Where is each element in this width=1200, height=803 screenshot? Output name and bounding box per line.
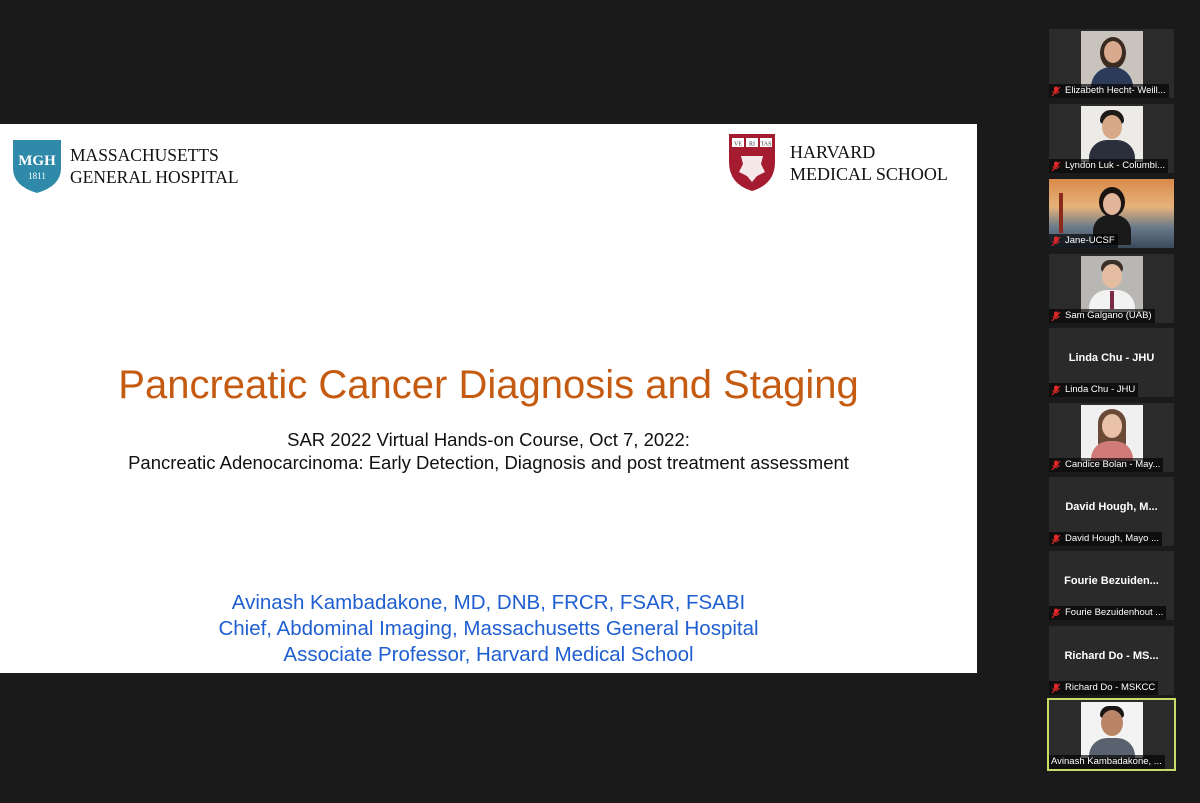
shield-text-1: VE [734,141,742,148]
participant-name-label: Jane-UCSF [1065,235,1115,246]
slide-author [0,590,977,668]
participant-name-label: Lyndon Luk - Columbi... [1065,160,1165,171]
participant-display-name: Linda Chu - JHU [1068,352,1155,364]
shield-text-3: TAS [760,141,772,148]
mic-muted-icon [1051,683,1061,694]
slide-title: Pancreatic Cancer Diagnosis and Staging [118,363,859,407]
participant-tile[interactable] [1049,179,1174,248]
mic-muted-icon [1051,236,1061,247]
participant-video [1081,31,1143,87]
mic-muted-icon [1051,311,1061,322]
participant-tile[interactable] [1049,477,1174,546]
hms-name-line-2: MEDICAL SCHOOL [790,164,948,184]
subtitle-line-2: Pancreatic Adenocarcinoma: Early Detection, Diagnosis and post treatment assessment [128,452,849,473]
participant-tile[interactable] [1049,551,1174,620]
mgh-name-line-1: MASSACHUSETTS [70,145,219,165]
participant-tile[interactable] [1049,254,1174,323]
author-line-2: Chief, Abdominal Imaging, Massachusetts General Hospital [218,617,759,640]
mgh-name-line-2: GENERAL HOSPITAL [70,167,239,187]
mgh-shield-icon [11,138,63,194]
hms-name [790,141,948,185]
participant-name-label: Richard Do - MSKCC [1065,682,1156,693]
participant-tile[interactable] [1049,104,1174,173]
shared-screen-slide [0,124,977,673]
mgh-logo-abbr: MGH [18,153,56,169]
mic-muted-icon [1051,534,1061,545]
author-line-3: Associate Professor, Harvard Medical School [283,643,694,666]
participant-video [1081,256,1143,312]
participant-tile-active-speaker[interactable] [1047,698,1176,771]
participant-name-label: Sam Galgano (UAB) [1065,310,1152,321]
participant-name-label: Fourie Bezuidenhout ... [1065,607,1164,618]
mgh-logo-year: 1811 [28,171,46,181]
participant-name-label: Candice Bolan - May... [1065,459,1161,470]
participant-video [1081,405,1143,461]
participant-display-name: Fourie Bezuiden... [1064,575,1159,587]
slide-subtitle [0,428,977,474]
shield-text-2: RI [749,141,755,148]
participant-name-label: David Hough, Mayo ... [1065,533,1159,544]
participant-video [1081,702,1143,758]
participant-tile[interactable] [1049,403,1174,472]
participant-display-name: David Hough, M... [1065,501,1158,513]
mgh-name [70,144,239,188]
mic-muted-icon [1051,460,1061,471]
participant-name-label: Avinash Kambadakone, ... [1051,756,1162,767]
mic-muted-icon [1051,161,1061,172]
participant-video [1081,106,1143,162]
participant-name-label: Elizabeth Hecht- Weill... [1065,85,1166,96]
participant-tile[interactable] [1049,29,1174,98]
harvard-shield-icon [727,132,777,192]
hms-name-line-1: HARVARD [790,142,876,162]
author-line-1: Avinash Kambadakone, MD, DNB, FRCR, FSAR, FSABI [231,591,746,614]
participant-tile[interactable] [1049,328,1174,397]
participant-tile[interactable] [1049,626,1174,695]
participant-display-name: Richard Do - MS... [1064,650,1159,662]
participant-name-label: Linda Chu - JHU [1065,384,1136,395]
mic-muted-icon [1051,86,1061,97]
mic-muted-icon [1051,385,1061,396]
mic-muted-icon [1051,608,1061,619]
subtitle-line-1: SAR 2022 Virtual Hands-on Course, Oct 7, 2022: [287,429,690,450]
